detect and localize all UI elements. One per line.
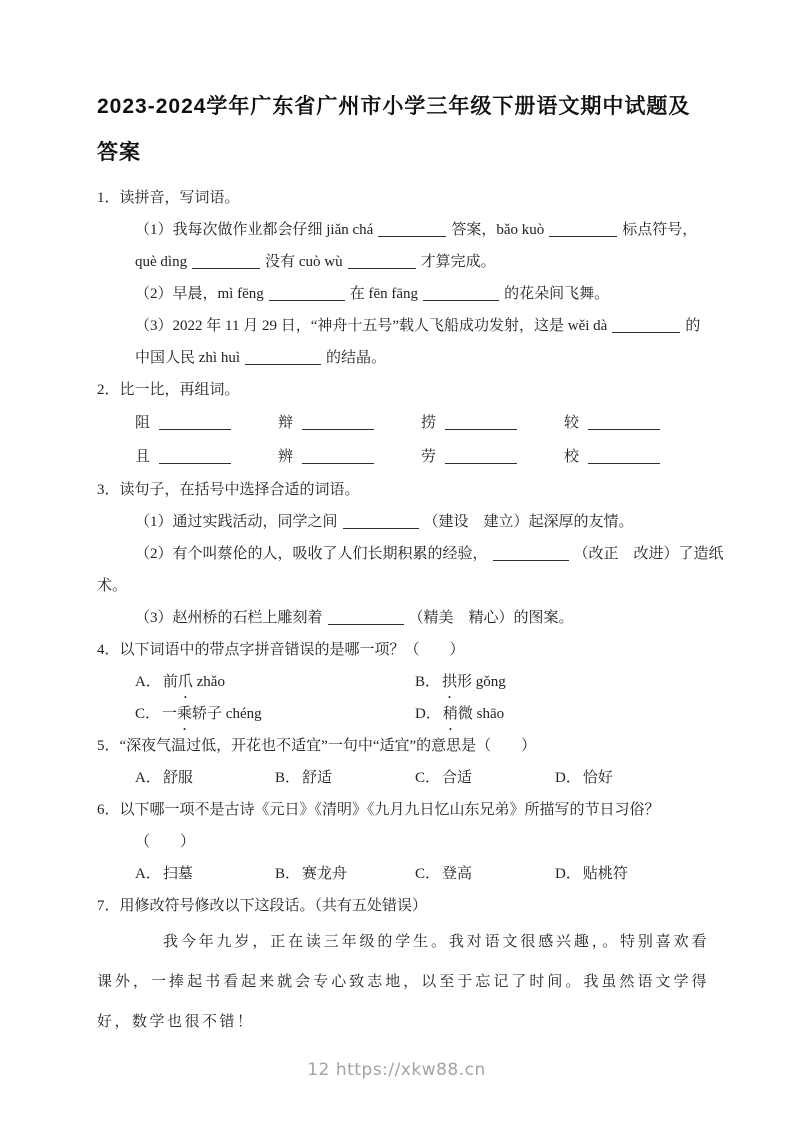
q5-options-row	[97, 762, 709, 794]
text-segment: què dìng	[135, 254, 188, 270]
dotted-char: 乘	[177, 706, 193, 722]
q2-row-2	[97, 440, 709, 474]
option-label: C．	[415, 770, 441, 786]
q3-item-2-line-2: 术。	[97, 578, 128, 594]
q5-option-a	[135, 762, 275, 794]
q4-option-c	[135, 698, 415, 730]
option-label: C．	[415, 866, 441, 882]
answer-blank	[445, 450, 517, 464]
answer-blank	[588, 416, 660, 430]
q7-paragraph: 我今年九岁，正在读三年级的学生。我对语文很感兴趣，。特别喜欢看课外，一捧起书看起来就会专心致志地，以至于忘记了时间。我虽然语文学得好，数学也很不错！	[97, 934, 709, 1030]
dotted-char: 拱	[442, 674, 458, 690]
option-label: D．	[555, 866, 581, 882]
option-text: 登高	[442, 866, 473, 882]
text-segment: （2）有个叫蔡伦的人，吸收了人们长期积累的经验，	[135, 546, 488, 562]
option-text: 形 gǒng	[457, 674, 506, 690]
option-text: 舒适	[302, 770, 333, 786]
q3-stem: 3．读句子，在括号中选择合适的词语。	[97, 482, 360, 498]
answer-blank	[423, 287, 499, 301]
option-label: A．	[135, 866, 161, 882]
q4-option-a	[135, 666, 415, 698]
question-3	[97, 474, 724, 634]
base-character: 劳	[421, 449, 437, 465]
option-label: B．	[415, 674, 441, 690]
q6-stem-line-2: （ ）	[135, 834, 196, 850]
question-5	[97, 730, 709, 794]
q3-item-2-line-1	[97, 538, 724, 570]
question-2	[97, 374, 709, 474]
option-text: 贴桃符	[582, 866, 628, 882]
answer-blank	[302, 416, 374, 430]
base-character: 阻	[135, 415, 151, 431]
footer-url: https://xkw88.cn	[335, 1060, 486, 1080]
q3-item-1	[97, 506, 709, 538]
answer-blank	[549, 223, 617, 237]
q4-options-row-2	[97, 698, 709, 730]
text-segment: 的结晶。	[326, 350, 387, 366]
page-number: 12	[307, 1060, 330, 1080]
text-segment: （建设 建立）起深厚的友情。	[423, 514, 634, 530]
question-6	[97, 794, 709, 890]
word-cell	[135, 406, 278, 440]
answer-blank	[588, 450, 660, 464]
text-segment: 答案，bǎo kuò	[451, 222, 545, 238]
question-7	[97, 890, 709, 1042]
base-character: 校	[564, 449, 580, 465]
page-footer	[0, 1060, 793, 1080]
base-character: 较	[564, 415, 580, 431]
answer-blank	[493, 547, 569, 561]
answer-blank	[612, 319, 680, 333]
q3-item-3	[97, 602, 709, 634]
answer-blank	[343, 515, 419, 529]
q4-option-b	[415, 666, 506, 698]
option-text: 合适	[442, 770, 473, 786]
q7-stem: 7．用修改符号修改以下这段话。（共有五处错误）	[97, 898, 428, 914]
q1-item-3-line-1	[97, 310, 709, 342]
q2-stem: 2．比一比，再组词。	[97, 382, 240, 398]
option-text: 前	[162, 674, 178, 690]
answer-blank	[378, 223, 446, 237]
q1-item-3-line-2	[97, 342, 709, 374]
text-segment: 标点符号，	[622, 222, 698, 238]
answer-blank	[269, 287, 345, 301]
q6-stem-line-1: 6．以下哪一项不是古诗《元日》《清明》《九月九日忆山东兄弟》所描写的节日习俗？	[97, 802, 660, 818]
q2-row-1	[97, 406, 709, 440]
q1-item-1-line-1	[97, 214, 709, 246]
word-cell	[278, 440, 421, 474]
option-text: 恰好	[582, 770, 613, 786]
q6-option-a	[135, 858, 275, 890]
option-label: B．	[275, 770, 301, 786]
text-segment: （1）通过实践活动，同学之间	[135, 514, 338, 530]
q4-option-d	[415, 698, 504, 730]
text-segment: （1）我每次做作业都会仔细 jiǎn chá	[135, 222, 374, 238]
option-label: D．	[415, 706, 441, 722]
option-text: 微 shāo	[457, 706, 505, 722]
option-text: zhǎo	[192, 674, 225, 690]
q5-option-c	[415, 762, 555, 794]
answer-blank	[348, 255, 416, 269]
dotted-char: 稍	[442, 706, 458, 722]
word-cell	[421, 440, 564, 474]
q1-stem: 1．读拼音，写词语。	[97, 190, 240, 206]
q1-item-1-line-2	[97, 246, 709, 278]
text-segment: 没有 cuò wù	[265, 254, 343, 270]
answer-blank	[245, 351, 321, 365]
option-text: 扫墓	[162, 866, 193, 882]
option-label: C．	[135, 706, 161, 722]
text-segment: （精美 精心）的图案。	[408, 610, 574, 626]
q5-option-b	[275, 762, 415, 794]
base-character: 辩	[278, 415, 294, 431]
answer-blank	[445, 416, 517, 430]
q4-stem: 4．以下词语中的带点字拼音错误的是哪一项？（ ）	[97, 642, 465, 658]
option-text: 轿子 chéng	[192, 706, 262, 722]
option-text: 赛龙舟	[302, 866, 348, 882]
text-segment: 才算完成。	[420, 254, 496, 270]
base-character: 辨	[278, 449, 294, 465]
question-1	[97, 182, 709, 374]
dotted-char: 爪	[177, 674, 193, 690]
answer-blank	[159, 416, 231, 430]
text-segment: （3）赵州桥的石栏上雕刻着	[135, 610, 323, 626]
text-segment: 的	[685, 318, 701, 334]
q6-option-c	[415, 858, 555, 890]
text-segment: （改正 改进）了造纸	[573, 546, 724, 562]
answer-blank	[302, 450, 374, 464]
q4-options-row-1	[97, 666, 709, 698]
text-segment: （2）早晨，mì fēng	[135, 286, 264, 302]
word-cell	[135, 440, 278, 474]
text-segment: 在 fēn fāng	[349, 286, 419, 302]
q5-stem: 5．“深夜气温过低，开花也不适宜”一句中“适宜”的意思是（ ）	[97, 738, 537, 754]
answer-blank	[192, 255, 260, 269]
page-title: 2023-2024学年广东省广州市小学三年级下册语文期中试题及答案	[97, 95, 691, 164]
base-character: 且	[135, 449, 151, 465]
q6-options-row	[97, 858, 709, 890]
word-cell	[421, 406, 564, 440]
option-label: A．	[135, 770, 161, 786]
option-text: 舒服	[162, 770, 193, 786]
option-label: A．	[135, 674, 161, 690]
text-segment: 中国人民 zhì huì	[135, 350, 240, 366]
word-cell	[564, 406, 665, 440]
question-4	[97, 634, 709, 730]
text-segment: 的花朵间飞舞。	[504, 286, 610, 302]
q5-option-d	[555, 762, 613, 794]
q6-option-b	[275, 858, 415, 890]
option-label: B．	[275, 866, 301, 882]
base-character: 捞	[421, 415, 437, 431]
word-cell	[564, 440, 665, 474]
word-cell	[278, 406, 421, 440]
answer-blank	[159, 450, 231, 464]
text-segment: （3）2022 年 11 月 29 日，“神舟十五号”载人飞船成功发射，这是 wěi dà	[135, 318, 608, 334]
option-text: 一	[162, 706, 178, 722]
option-label: D．	[555, 770, 581, 786]
q1-item-2	[97, 278, 709, 310]
answer-blank	[328, 611, 404, 625]
q6-option-d	[555, 858, 628, 890]
